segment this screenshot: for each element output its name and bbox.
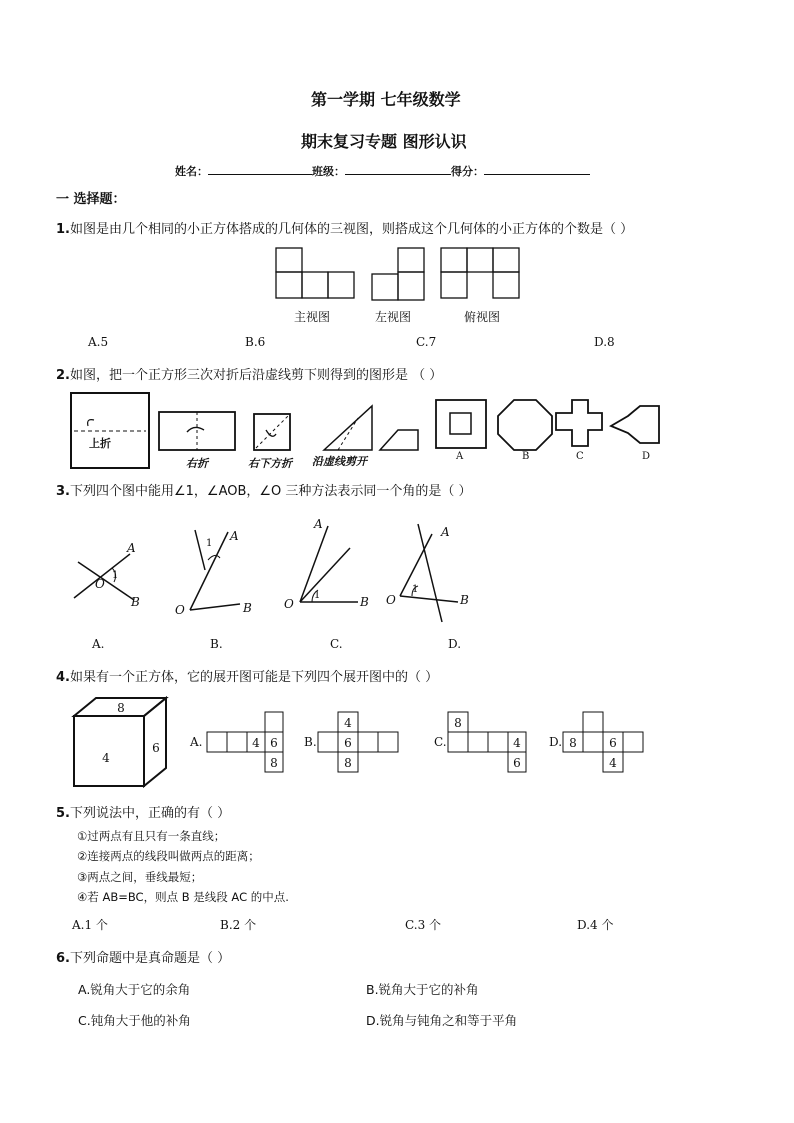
q4-option-c[interactable]: C. bbox=[434, 735, 447, 749]
label-o: O bbox=[175, 603, 185, 617]
q1-option-c[interactable]: C.7 bbox=[416, 335, 437, 349]
score-label: 得分： bbox=[451, 165, 484, 178]
cube-top-face: 8 bbox=[117, 701, 125, 715]
q6-option-d[interactable]: D.锐角与钝角之和等于平角 bbox=[366, 1013, 518, 1028]
label-a: A bbox=[230, 529, 239, 543]
q5-option-d[interactable]: D.4 个 bbox=[577, 918, 614, 932]
section-heading: 一 选择题： bbox=[56, 192, 126, 207]
label-b: B bbox=[360, 595, 369, 609]
q4-option-b[interactable]: B. bbox=[304, 735, 317, 749]
label-a: A bbox=[127, 541, 136, 555]
statement-4: ④若 AB=BC，则点 B 是线段 AC 的中点. bbox=[77, 890, 289, 904]
question-text: 如果有一个正方体，它的展开图可能是下列四个展开图中的（ ） bbox=[69, 670, 439, 685]
question-text: 下列说法中，正确的有（ ） bbox=[69, 806, 231, 821]
q3-option-c[interactable]: C. bbox=[330, 637, 343, 651]
label-a: A bbox=[314, 517, 323, 531]
label-o: O bbox=[95, 577, 105, 591]
paper-folding-figure bbox=[66, 388, 696, 470]
score-blank[interactable] bbox=[484, 163, 590, 175]
name-label: 姓名： bbox=[175, 165, 208, 178]
question-5 bbox=[56, 802, 230, 821]
question-number: 1. bbox=[56, 222, 70, 237]
left-view-caption: 左视图 bbox=[375, 310, 412, 324]
statement-1: ①过两点有且只有一条直线； bbox=[77, 829, 226, 843]
cube-front-face: 4 bbox=[102, 751, 110, 765]
question-2 bbox=[56, 364, 442, 383]
fold-step-1-label: 上折 bbox=[89, 437, 111, 450]
fold-step-3-label: 右下方折 bbox=[248, 457, 292, 470]
net-c-cell: 4 bbox=[513, 736, 521, 750]
net-c-cell: 6 bbox=[513, 756, 521, 770]
net-c-cell: 8 bbox=[454, 716, 462, 730]
q2-option-a[interactable]: A bbox=[456, 451, 464, 462]
label-1: 1 bbox=[412, 584, 419, 595]
label-1: 1 bbox=[314, 590, 321, 601]
q4-option-a[interactable]: A. bbox=[190, 735, 203, 749]
statement-2: ②连接两点的线段叫做两点的距离； bbox=[77, 849, 260, 863]
cube-nets-figure bbox=[66, 690, 656, 790]
q1-option-b[interactable]: B.6 bbox=[245, 335, 266, 349]
class-label: 班级： bbox=[312, 165, 345, 178]
class-blank[interactable] bbox=[345, 163, 451, 175]
net-b-cell: 8 bbox=[344, 756, 352, 770]
question-text: 下列四个图中能用∠1，∠AOB，∠O 三种方法表示同一个角的是（ ） bbox=[69, 484, 472, 499]
label-o: O bbox=[284, 597, 294, 611]
q1-option-d[interactable]: D.8 bbox=[594, 335, 615, 349]
q2-option-b[interactable]: B bbox=[522, 451, 530, 462]
label-1: 1 bbox=[206, 538, 213, 549]
question-3 bbox=[56, 480, 472, 499]
net-a-cell: 6 bbox=[270, 736, 278, 750]
angle-figures bbox=[60, 510, 490, 625]
page-title-line2: 期末复习专题 图形认识 bbox=[301, 132, 467, 151]
q6-option-a[interactable]: A.锐角大于它的余角 bbox=[78, 982, 191, 997]
question-number: 6. bbox=[56, 951, 70, 966]
net-a-cell: 8 bbox=[270, 756, 278, 770]
question-number: 2. bbox=[56, 368, 70, 383]
statement-3: ③两点之间，垂线最短； bbox=[77, 870, 203, 884]
three-views-figure bbox=[270, 240, 530, 305]
net-d-cell: 6 bbox=[609, 736, 617, 750]
question-4 bbox=[56, 666, 438, 685]
question-text: 下列命题中是真命题是（ ） bbox=[69, 951, 231, 966]
question-number: 5. bbox=[56, 806, 70, 821]
label-b: B bbox=[460, 593, 469, 607]
q3-option-d[interactable]: D. bbox=[448, 637, 462, 651]
net-d-cell: 4 bbox=[609, 756, 617, 770]
q2-option-c[interactable]: C bbox=[576, 451, 584, 462]
q3-option-a[interactable]: A. bbox=[92, 637, 105, 651]
page-title-line1: 第一学期 七年级数学 bbox=[311, 90, 461, 109]
name-blank[interactable] bbox=[208, 163, 312, 175]
question-text: 如图是由几个相同的小正方体搭成的几何体的三视图，则搭成这个几何体的小正方体的个数是（ ） bbox=[69, 222, 634, 237]
net-b-cell: 6 bbox=[344, 736, 352, 750]
q4-option-d[interactable]: D. bbox=[549, 735, 563, 749]
question-1 bbox=[56, 218, 633, 237]
student-info-row bbox=[175, 163, 590, 179]
q5-option-c[interactable]: C.3 个 bbox=[405, 918, 442, 932]
fold-step-4-label: 沿虚线剪开 bbox=[312, 455, 367, 468]
question-text: 如图，把一个正方形三次对折后沿虚线剪下则得到的图形是 （ ） bbox=[69, 368, 443, 383]
front-view-caption: 主视图 bbox=[294, 310, 331, 324]
q5-option-b[interactable]: B.2 个 bbox=[220, 918, 257, 932]
label-b: B bbox=[243, 601, 252, 615]
question-number: 4. bbox=[56, 670, 70, 685]
label-o: O bbox=[386, 593, 396, 607]
q2-option-d[interactable]: D bbox=[642, 451, 651, 462]
q6-option-c[interactable]: C.钝角大于他的补角 bbox=[78, 1013, 191, 1028]
fold-step-2-label: 右折 bbox=[186, 457, 208, 470]
net-a-cell: 4 bbox=[252, 736, 260, 750]
net-d-cell: 8 bbox=[569, 736, 577, 750]
label-b: B bbox=[131, 595, 140, 609]
q5-option-a[interactable]: A.1 个 bbox=[72, 918, 108, 932]
question-number: 3. bbox=[56, 484, 70, 499]
q1-option-a[interactable]: A.5 bbox=[88, 335, 109, 349]
cube-right-face: 6 bbox=[152, 741, 160, 755]
net-b-cell: 4 bbox=[344, 716, 352, 730]
label-a: A bbox=[441, 525, 450, 539]
question-6 bbox=[56, 947, 230, 966]
q3-option-b[interactable]: B. bbox=[210, 637, 223, 651]
q6-option-b[interactable]: B.锐角大于它的补角 bbox=[366, 982, 479, 997]
label-1: 1 bbox=[112, 570, 119, 581]
top-view-caption: 俯视图 bbox=[464, 310, 501, 324]
